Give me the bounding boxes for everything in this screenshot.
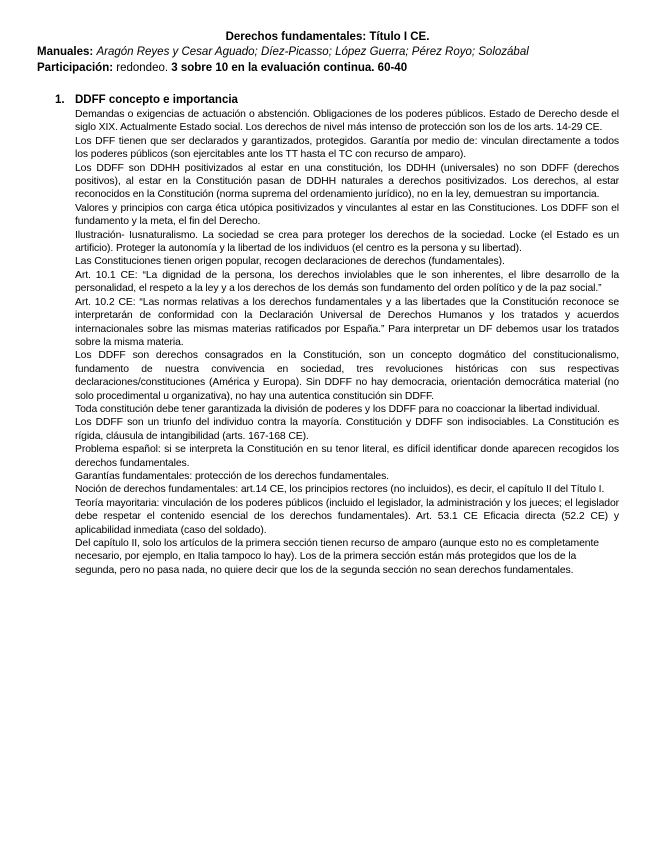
paragraph: Las Constituciones tienen origen popular, recogen declaraciones de derechos (fundamentales). bbox=[75, 256, 505, 268]
manuales-line bbox=[37, 45, 627, 60]
participacion-text: redondeo. bbox=[113, 62, 172, 74]
section-heading-text: DDFF concepto e importancia bbox=[75, 94, 238, 106]
participacion-line bbox=[37, 61, 627, 76]
paragraph: Los DFF tienen que ser declarados y garantizados, protegidos. Garantía por medio de: vinculan directamente a todos los poderes públicos (son ejercitables ante los TT hasta el TC con recurso de amparo). bbox=[75, 135, 619, 161]
manuales-label: Manuales: bbox=[37, 46, 94, 58]
manuales-value: Aragón Reyes y Cesar Aguado; Díez-Picasso; López Guerra; Pérez Royo; Solozábal bbox=[96, 46, 529, 58]
paragraph: Valores y principios con carga ética utópica positivizados y vinculantes al estar en las Constituciones. Los DDFF son el fundamento y la meta, el fin del Derecho. bbox=[75, 202, 619, 228]
paragraph: Art. 10.1 CE: “La dignidad de la persona, los derechos inviolables que le son inherentes, el libre desarrollo de la personalidad, el respeto a la ley y a los derechos de los demás son fundamento del orden político y de la paz social.” bbox=[75, 269, 619, 295]
document-title: Derechos fundamentales: Título I CE. bbox=[225, 31, 430, 43]
paragraph: Art. 10.2 CE: “Las normas relativas a los derechos fundamentales y a las libertades que la Constitución reconoce se interpretarán de conformidad con la Declaración Universal de Derechos Humanos y los tratados y acuerdos internacionales sobre las mismas materias ratificados por España.” Para interpretar un DF debemos usar los tratados sobre la misma materia. bbox=[75, 296, 619, 348]
paragraph: Los DDFF son un triunfo del individuo contra la mayoría. Constitución y DDFF son indisociables. La Constitución es rígida, cláusula de intangibilidad (arts. 167-168 CE). bbox=[75, 417, 619, 442]
paragraph: Ilustración- Iusnaturalismo. La sociedad se crea para proteger los derechos de la sociedad. Locke (el Estado es un artificio). Proteger la autonomía y la libertad de los individuos (el centro es la persona y su libertad). bbox=[75, 229, 619, 255]
paragraph: Noción de derechos fundamentales: art.14 CE, los principios rectores (no incluidos), es decir, el capítulo II del Título I. bbox=[75, 484, 605, 496]
paragraph: Los DDFF son derechos consagrados en la Constitución, son un concepto dogmático del constitucionalismo, fundamento de nuestra convivencia en sociedad, tres revoluciones históricas con sus respectivas declaraciones/constituciones (América y Europa). Sin DDFF no hay democracia, orientación democrática material (no solo procedimental u organizativa), no hay una autentica constitución sin DDFF. bbox=[75, 350, 619, 402]
paragraph: Demandas o exigencias de actuación o abstención. Obligaciones de los poderes públicos. Estado de Derecho desde el siglo XIX. Actualmente Estado social. Los derechos de nivel más intenso de protección son los de los arts. 14-29 CE. bbox=[75, 109, 619, 134]
paragraph: Toda constitución debe tener garantizada la división de poderes y los DDFF para no coaccionar la libertad individual. bbox=[75, 403, 600, 415]
section-body bbox=[75, 108, 619, 577]
participacion-bold-text: 3 sobre 10 en la evaluación continua. 60-40 bbox=[171, 62, 408, 74]
participacion-label: Participación: bbox=[37, 62, 114, 74]
paragraph: Los DDFF son DDHH positivizados al estar en una constitución, los DDHH (universales) no son DDFF (derechos positivos), al estar en la Constitución pasan de DDHH naturales a derechos positivizados. Los derechos, al estar reconocidos en la Constitución (norma suprema del ordenamiento jurídico), no en la ley, demuestran su importancia. bbox=[75, 162, 619, 201]
paragraph: Teoría mayoritaria: vinculación de los poderes públicos (incluido el legislador, la administración y los jueces; el legislador debe respetar el contenido esencial de los derechos fundamentales). Art. 53.1 CE Eficacia directa (52.2 CE) y aplicabilidad inmediata (caso del soldado). bbox=[75, 497, 619, 536]
section-number: 1. bbox=[55, 94, 65, 106]
section-heading bbox=[55, 93, 238, 108]
paragraph: Problema español: si se interpreta la Constitución en su tenor literal, es difícil identificar donde aparecen recogidos los derechos fundamentales. bbox=[75, 444, 619, 469]
paragraph: Del capítulo II, solo los artículos de la primera sección tienen recurso de amparo (aunque esto no es completamente necesario, por ejemplo, en Italia tampoco lo hay). Los de la primera sección están más protegidos que los de la segunda, pero no pasa nada, no quiere decir que los de la segunda sección no sean derechos fundamentales. bbox=[75, 538, 599, 576]
paragraph: Garantías fundamentales: protección de los derechos fundamentales. bbox=[75, 470, 389, 482]
